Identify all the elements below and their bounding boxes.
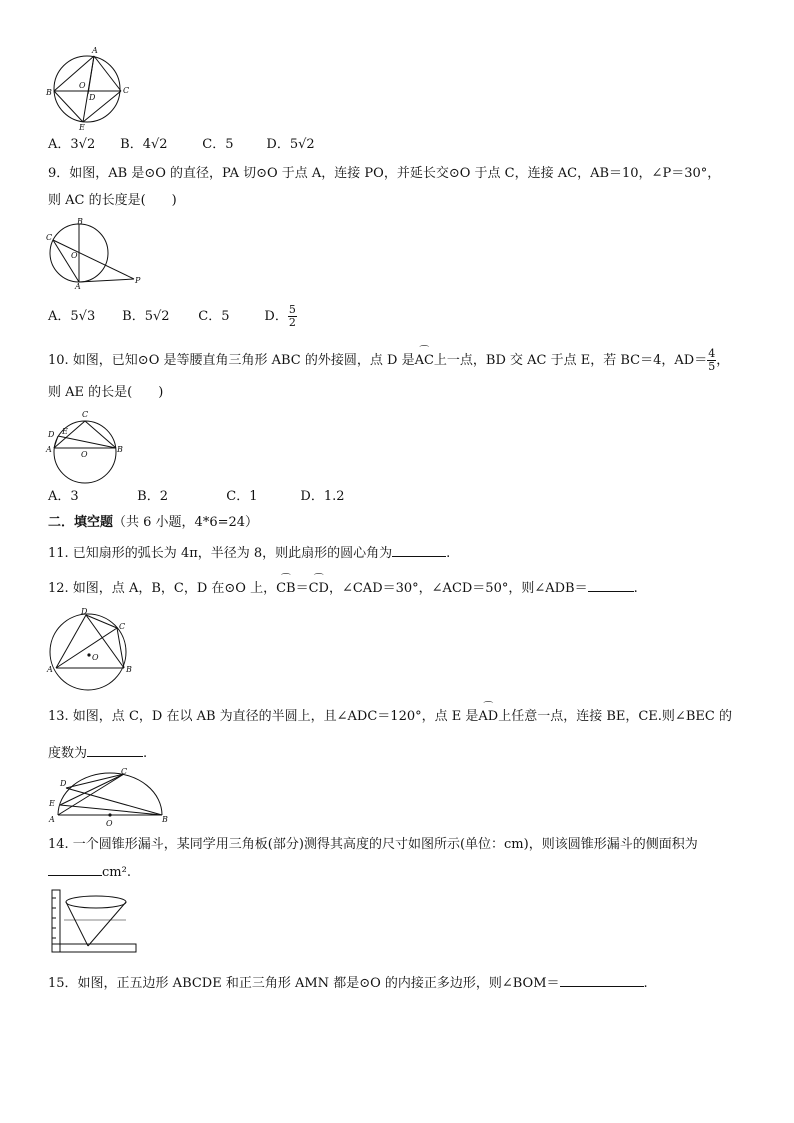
section-note: （共 6 小题，4*6=24） [113,515,259,530]
q15-answer-blank[interactable] [560,973,644,987]
q10-text-part2: 上一点，BD 交 AC 于点 E，若 BC＝4，AD＝ [433,353,708,368]
q13-label-A: A [49,815,55,824]
q11-answer-blank[interactable] [392,543,446,557]
q10-text-line1 [48,348,729,373]
q10-label-D: D [48,430,55,439]
q12-label-D: D [81,607,88,616]
q9-text-line1: 9．如图，AB 是⊙O 的直径，PA 切⊙O 于点 A，连接 PO，并延长交⊙O 于点 C，连接 AC，AB＝10，∠P＝30°， [48,166,721,181]
q9-label-B: B [77,218,83,226]
q8-label-O: O [79,81,86,90]
q8-label-B: B [46,88,52,97]
q15-text [48,973,648,993]
q10-figure [44,408,130,484]
q12-eq: ＝ [295,581,309,596]
q9-option-b: B．5√2 [122,309,170,324]
q9-option-d [264,303,296,329]
q15-question: 15．如图，正五边形 ABCDE 和正三角形 AMN 都是⊙O 的内接正多边形，则∠BOM＝ [48,976,560,991]
q13-label-E: E [49,799,55,808]
q10-label-C: C [82,410,89,419]
q12-label-C: C [119,622,126,631]
q9-option-a: A．5√3 [48,309,96,324]
q12-text [48,578,638,598]
q13-label-B: B [162,815,168,824]
q14-text-line1: 14. 一个圆锥形漏斗，某同学用三角板(部分)测得其高度的尺寸如图所示(单位：cm)，则该圆锥形漏斗的侧面积为 [48,837,698,852]
q12-label-B: B [126,665,132,674]
q15-end: . [643,976,648,991]
q11-end: . [446,546,451,561]
q13-figure [44,766,168,828]
q10-option-a: A．3 [48,489,79,504]
q10-text-line2: 则 AE 的长是( ) [48,385,164,400]
q10-text-part1: 10. 如图，已知⊙O 是等腰直角三角形 ABC 的外接圆，点 D 是 [48,353,415,368]
q12-answer-blank[interactable] [588,578,634,592]
q10-label-A: A [46,445,52,454]
q14-answer-blank[interactable] [48,862,102,876]
q13-label-O: O [106,819,113,828]
q13-text-line1 [48,708,732,726]
q9-option-c: C．5 [198,309,230,324]
q8-option-c: C．5 [202,137,234,152]
q13-label-C: C [121,767,128,776]
q9-option-d-den: 2 [288,316,296,329]
q8-label-D: D [89,93,96,102]
q9-option-d-prefix: D． [264,309,288,324]
q13-label-D: D [60,779,67,788]
q9-text-line2: 则 AC 的长度是( ) [48,193,177,208]
q13-end: . [143,746,148,761]
q12-end: . [633,581,638,596]
q8-option-d: D．5√2 [266,137,315,152]
q13-answer-blank[interactable] [87,743,143,757]
q8-option-b: B．4√2 [120,137,168,152]
section-title: 二．填空题 [48,515,114,530]
q9-options [48,304,297,330]
q10-arc-ac: ⌒ AC [415,350,434,372]
q13-text2: 度数为 [48,746,88,761]
q10-ad-num: 4 [708,347,716,360]
q12-label-O: O [92,653,99,662]
q11-question: 11. 已知扇形的弧长为 4π，半径为 8，则此扇形的圆心角为 [48,546,393,561]
q10-option-b: B．2 [137,489,168,504]
q9-option-d-num: 5 [288,303,296,316]
q8-label-C: C [123,86,130,95]
q10-label-O: O [81,450,88,459]
q9-label-O: O [71,251,78,260]
q14-unit: cm². [102,865,131,880]
q8-label-E: E [79,123,85,132]
q9-figure [44,218,144,290]
q12-text-part1: 12. 如图，点 A，B，C，D 在⊙O 上， [48,581,277,596]
q10-ad-den: 5 [708,360,716,373]
q10-ad-fraction [707,348,716,373]
q9-label-P: P [135,276,141,285]
q12-figure [44,606,136,694]
q10-option-d: D．1.2 [300,489,345,504]
q13-arc-ad: ⌒ AD [478,708,498,726]
q8-option-a: A．3√2 [48,137,96,152]
q9-label-A: A [75,282,81,290]
q9-option-d-fraction [288,304,297,329]
q10-option-c: C．1 [226,489,258,504]
q14-text-line2 [48,862,131,882]
q10-label-E: E [62,427,68,436]
q12-arc-cb: ⌒ CB [276,580,296,598]
q14-figure [46,888,140,960]
q12-arc-cd: ⌒ CD [309,580,329,598]
q12-text-part2: ，∠CAD＝30°，∠ACD＝50°，则∠ADB＝ [328,581,588,596]
q12-label-A: A [47,665,53,674]
q10-options [48,488,345,506]
q8-figure [44,44,134,132]
q10-label-B: B [117,445,123,454]
q13-text-part2: 上任意一点，连接 BE，CE.则∠BEC 的 [498,709,732,724]
q9-label-C: C [46,233,53,242]
q8-label-A: A [92,46,98,55]
q10-text-end: ， [716,353,730,368]
section-heading [48,514,258,532]
q13-text-line2 [48,743,147,763]
q13-text-part1: 13. 如图，点 C，D 在以 AB 为直径的半圆上，且∠ADC＝120°，点 E 是 [48,709,479,724]
q11-text [48,543,450,563]
q8-options [48,136,315,154]
